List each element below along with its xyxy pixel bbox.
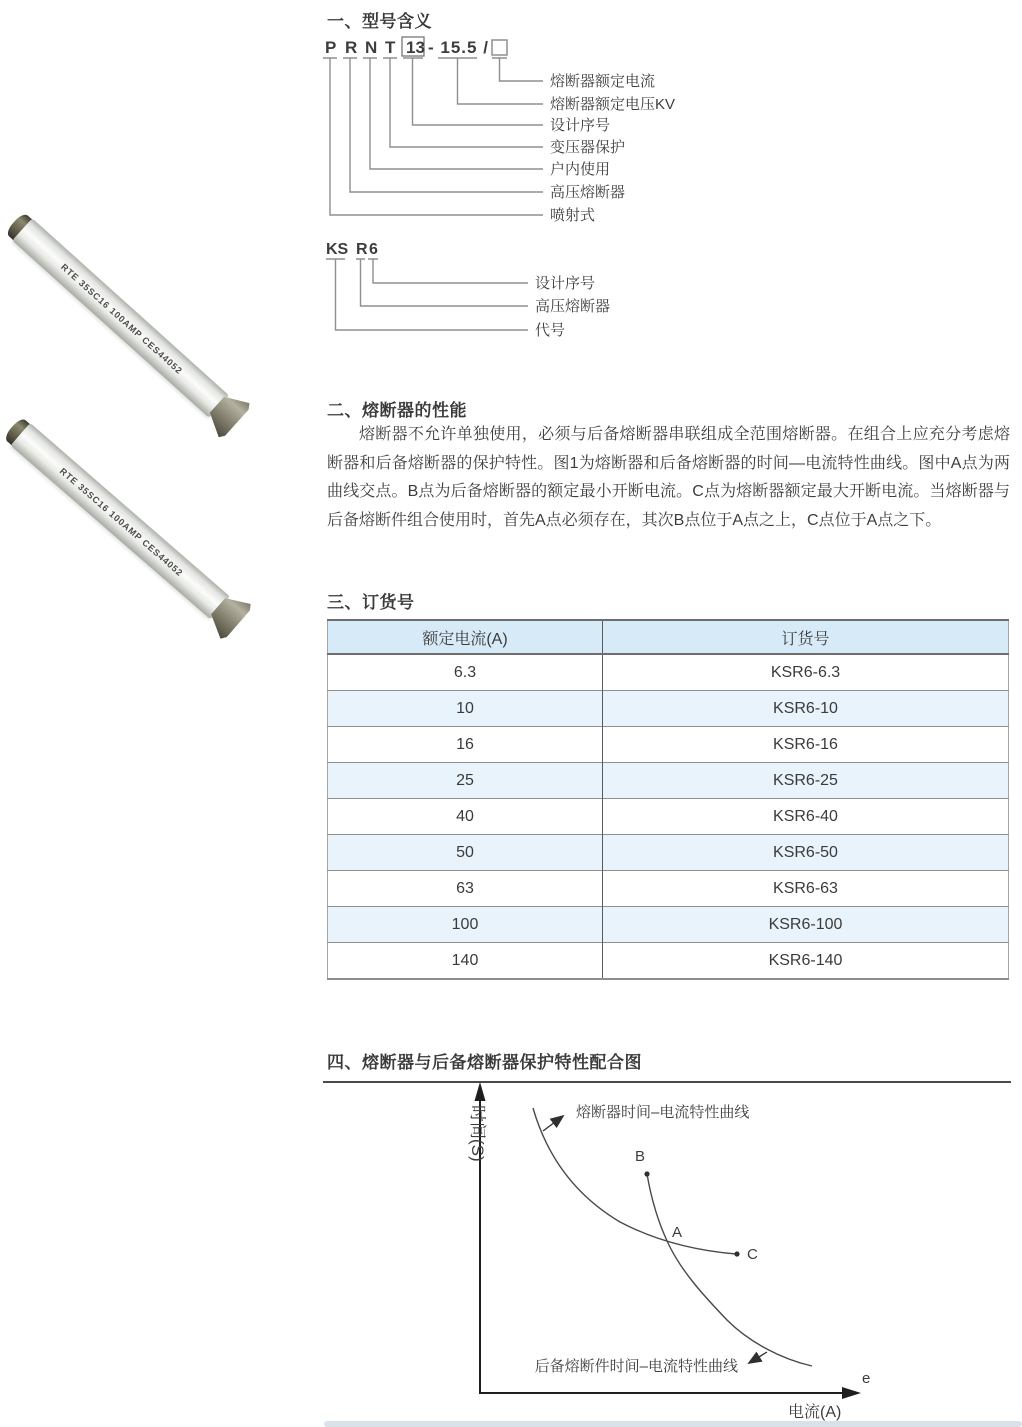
- table-row: [328, 763, 1009, 799]
- section2-heading: 二、熔断器的性能: [327, 401, 467, 420]
- header-rated-current: 额定电流(A): [328, 620, 603, 654]
- table-row: [328, 835, 1009, 871]
- cell-rated-current: 100: [328, 907, 603, 943]
- fuse-tube-photo-2: [2, 416, 248, 635]
- section3-heading: 三、订货号: [327, 593, 415, 612]
- point-c-dot: [734, 1251, 739, 1256]
- model-letter-t: T: [385, 38, 396, 57]
- table-row: [328, 799, 1009, 835]
- model-label: 喷射式: [550, 207, 596, 224]
- fuse-curve-pointer-arrow-icon: [543, 1116, 563, 1131]
- x-axis-label: 电流(A): [788, 1404, 842, 1421]
- cell-order-number: KSR6-140: [603, 943, 1009, 980]
- ksr6-label: 代号: [535, 322, 566, 339]
- point-e-label: e: [862, 1370, 871, 1387]
- model-letter-n: N: [365, 38, 378, 57]
- cell-rated-current: 63: [328, 871, 603, 907]
- cell-order-number: KSR6-100: [603, 907, 1009, 943]
- model-design-number: 13: [406, 38, 425, 57]
- table-row: [328, 691, 1009, 727]
- point-b-dot: [644, 1171, 649, 1176]
- order-number-table: [327, 619, 1009, 980]
- coordination-chart: [320, 1075, 1022, 1425]
- fuse-tube-photo-1: [4, 211, 247, 434]
- table-header-row: [328, 620, 1009, 654]
- ksr6-digit-6: 6: [369, 241, 378, 258]
- ksr6-letters-ks: KS: [326, 241, 349, 258]
- cell-order-number: KSR6-16: [603, 727, 1009, 763]
- table-row: [328, 871, 1009, 907]
- cell-rated-current: 40: [328, 799, 603, 835]
- model-label: 高压熔断器: [550, 184, 626, 201]
- table-row: [328, 907, 1009, 943]
- fuse-tube-print: RTE 35SC16 100AMP CES44052: [57, 465, 186, 579]
- model-label: 熔断器额定电压KV: [550, 96, 676, 113]
- chart-annotations: [535, 1103, 767, 1375]
- cell-rated-current: 25: [328, 763, 603, 799]
- ksr6-label: 设计序号: [535, 275, 596, 292]
- model-labels: [550, 72, 675, 224]
- cell-rated-current: 16: [328, 727, 603, 763]
- ksr6-label: 高压熔断器: [535, 298, 611, 315]
- model-label: 熔断器额定电流: [550, 73, 656, 90]
- table-row: [328, 943, 1009, 980]
- cell-order-number: KSR6-50: [603, 835, 1009, 871]
- point-c-label: C: [747, 1246, 758, 1263]
- table-row: [328, 727, 1009, 763]
- ksr6-letter-r: R: [356, 241, 368, 258]
- y-axis-arrow-icon: [475, 1082, 486, 1101]
- chart-points: [635, 1148, 870, 1387]
- cell-order-number: KSR6-40: [603, 799, 1009, 835]
- point-b-label: B: [634, 1148, 646, 1165]
- x-axis-arrow-icon: [842, 1387, 861, 1399]
- backup-curve-label: 后备熔断件时间–电流特性曲线: [534, 1358, 738, 1375]
- model-label: 变压器保护: [550, 139, 626, 156]
- cell-rated-current: 140: [328, 943, 603, 980]
- cell-rated-current: 10: [328, 691, 603, 727]
- performance-paragraph: 熔断器不允许单独使用，必须与后备熔断器串联组成全范围熔断器。在组合上应充分考虑熔断器和后备熔断器的保护特性。图1为熔断器和后备熔断器的时间—电流特性曲线。图中A点为两曲线交点。B点为后备熔断器的额定最小开断电流。C点为熔断器额定最大开断电流。当熔断器与后备熔断件组合使用时，首先A点必须存在，其次B点位于A点之上，C点位于A点之下。: [327, 426, 1010, 529]
- ksr6-breakdown-diagram: [320, 235, 1010, 347]
- fuse-tube-print: RTE 35SC16 100AMP CES44052: [59, 261, 185, 377]
- y-axis-label: 时间(S): [468, 1105, 487, 1162]
- table-row: [328, 654, 1009, 691]
- fuse-curve-label: 熔断器时间–电流特性曲线: [576, 1104, 750, 1121]
- model-label: 户内使用: [550, 161, 611, 178]
- footer-band: [324, 1421, 1022, 1427]
- blank-square: [492, 40, 507, 55]
- ksr6-code-text: [326, 241, 378, 258]
- cell-order-number: KSR6-10: [603, 691, 1009, 727]
- cell-order-number: KSR6-6.3: [603, 654, 1009, 691]
- backup-curve-pointer-arrow-icon: [749, 1352, 767, 1363]
- cell-rated-current: 50: [328, 835, 603, 871]
- ksr6-labels: [535, 275, 610, 339]
- model-label: 设计序号: [550, 117, 611, 134]
- ksr6-connector-lines: [326, 259, 528, 330]
- backup-fuse-curve: [647, 1174, 812, 1366]
- point-a-label: A: [672, 1224, 683, 1241]
- cell-rated-current: 6.3: [328, 654, 603, 691]
- model-code-text: [325, 37, 507, 57]
- section1-heading: 一、型号含义: [327, 12, 432, 31]
- model-letter-r: R: [345, 38, 358, 57]
- header-order-number: 订货号: [603, 620, 1009, 654]
- section4-heading: 四、熔断器与后备熔断器保护特性配合图: [327, 1053, 642, 1072]
- fuse-curve: [533, 1108, 736, 1254]
- cell-order-number: KSR6-63: [603, 871, 1009, 907]
- cell-order-number: KSR6-25: [603, 763, 1009, 799]
- model-suffix: - 15.5 /: [428, 38, 489, 57]
- model-connector-lines: [323, 58, 543, 215]
- model-letter-p: P: [325, 38, 337, 57]
- model-breakdown-diagram: [320, 30, 1010, 232]
